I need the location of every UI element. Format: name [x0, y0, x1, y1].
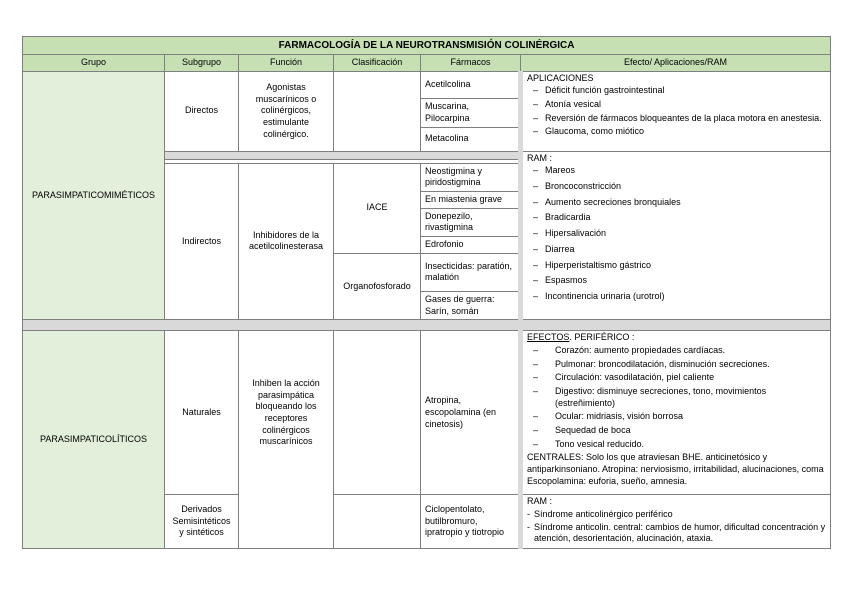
function-parasimpaticoliticos: Inhiben la acción parasimpática bloqueando los receptores colinérgicos muscarínicos	[239, 331, 334, 549]
header-grupo: Grupo	[23, 55, 165, 72]
ram-derivados-cell	[521, 495, 831, 549]
drug-atropina: Atropina, escopolamina (en cinetosis)	[421, 331, 521, 495]
header-clasificacion: Clasificación	[334, 55, 421, 72]
clasificacion-derivados-empty	[334, 495, 421, 549]
group-parasimpaticoliticos: PARASIMPATICOLÍTICOS	[23, 331, 165, 549]
drug-neostigmina: Neostigmina y piridostigmina	[421, 163, 521, 191]
clasificacion-iace: IACE	[334, 163, 421, 253]
list-item: – Digestivo: disminuye secreciones, tono, movimientos (estreñimiento)	[531, 386, 826, 409]
separator-bar	[23, 320, 831, 331]
list-item: – Circulación: vasodilatación, piel caliente	[531, 372, 826, 384]
function-directos: Agonistas muscarínicos o colinérgicos, estimulante colinérgico.	[239, 71, 334, 151]
ram-derivados-heading: RAM :	[527, 496, 553, 507]
list-item: – Atonía vesical	[533, 99, 826, 111]
list-item: – Corazón: aumento propiedades cardíacas.	[531, 345, 826, 357]
list-item: – Hipersalivación	[533, 228, 826, 240]
list-item: - Síndrome anticolin. central: cambios de humor, dificultad concentración y atención, desorientación, alucinación, ataxia.	[527, 522, 826, 545]
header-efecto: Efecto/ Aplicaciones/RAM	[521, 55, 831, 72]
header-funcion: Función	[239, 55, 334, 72]
aplicaciones-heading: APLICACIONES	[527, 72, 594, 83]
aplicaciones-cell	[521, 71, 831, 151]
list-item: – Broncoconstricción	[533, 181, 826, 193]
list-item: – Reversión de fármacos bloqueantes de la placa motora en anestesia.	[533, 113, 826, 125]
section-separator	[23, 320, 831, 331]
efectos-heading-underlined: EFECTOS	[527, 332, 570, 343]
ram-heading: RAM :	[527, 152, 553, 163]
ram-cell	[521, 151, 831, 320]
subgroup-directos: Directos	[165, 71, 239, 151]
list-item: – Hiperperistaltismo gástrico	[533, 260, 826, 272]
list-item: – Diarrea	[533, 244, 826, 256]
list-item: – Ocular: midriasis, visión borrosa	[531, 411, 826, 423]
ram-list	[527, 165, 826, 302]
clasificacion-organofosforado: Organofosforado	[334, 253, 421, 319]
pharmacology-table	[22, 36, 831, 549]
header-subgrupo: Subgrupo	[165, 55, 239, 72]
drug-edrofonio: Edrofonio	[421, 237, 521, 254]
efectos-cell	[521, 331, 831, 495]
group-parasimpaticomimeticos: PARASIMPATICOMIMÉTICOS	[23, 71, 165, 320]
subgroup-naturales: Naturales	[165, 331, 239, 495]
drug-muscarina: Muscarina, Pilocarpina	[421, 98, 521, 127]
list-item: – Bradicardia	[533, 212, 826, 224]
list-item: - Síndrome anticolinérgico periférico	[527, 509, 826, 521]
efectos-heading-rest: . PERIFÉRICO :	[569, 332, 635, 343]
list-item: – Incontinencia urinaria (urotrol)	[533, 291, 826, 303]
drug-metacolina: Metacolina	[421, 127, 521, 151]
list-item: – Aumento secreciones bronquiales	[533, 197, 826, 209]
list-item: – Espasmos	[533, 275, 826, 287]
table-title: FARMACOLOGÍA DE LA NEUROTRANSMISIÓN COLINÉRGICA	[23, 37, 831, 55]
clasificacion-directos-empty	[334, 71, 421, 151]
separator-inner	[165, 151, 521, 159]
list-item: – Glaucoma, como miótico	[533, 126, 826, 138]
list-item: – Sequedad de boca	[531, 425, 826, 437]
subgroup-indirectos: Indirectos	[165, 163, 239, 320]
drug-miastenia: En miastenia grave	[421, 192, 521, 209]
ram-derivados-list	[527, 509, 826, 545]
drug-ciclopentolato: Ciclopentolato, butilbromuro, ipratropio y tiotropio	[421, 495, 521, 549]
header-row	[23, 55, 831, 72]
function-indirectos: Inhibidores de la acetilcolinesterasa	[239, 163, 334, 320]
subgroup-derivados: Derivados Semisintéticos y sintéticos	[165, 495, 239, 549]
list-item: – Pulmonar: broncodilatación, disminución secreciones.	[531, 359, 826, 371]
drug-insecticidas: Insecticidas: paratión, malatión	[421, 253, 521, 291]
aplicaciones-list	[527, 85, 826, 138]
centrales-text: CENTRALES: Solo los que atraviesan BHE. anticinetósico y antiparkinsoniano. Atropina: nerviosismo, irritabilidad, alucinaciones, coma Escopolamina: euforia, sueño, amnesia.	[527, 452, 824, 486]
efectos-heading	[527, 332, 826, 344]
drug-acetilcolina: Acetilcolina	[421, 71, 521, 98]
header-farmacos: Fármacos	[421, 55, 521, 72]
list-item: – Mareos	[533, 165, 826, 177]
list-item: – Tono vesical reducido.	[531, 439, 826, 451]
drug-donepezilo: Donepezilo, rivastigmina	[421, 208, 521, 236]
clasificacion-naturales-empty	[334, 331, 421, 495]
list-item: – Déficit función gastrointestinal	[533, 85, 826, 97]
efectos-list	[527, 345, 826, 451]
drug-gases: Gases de guerra: Sarín, somán	[421, 291, 521, 319]
